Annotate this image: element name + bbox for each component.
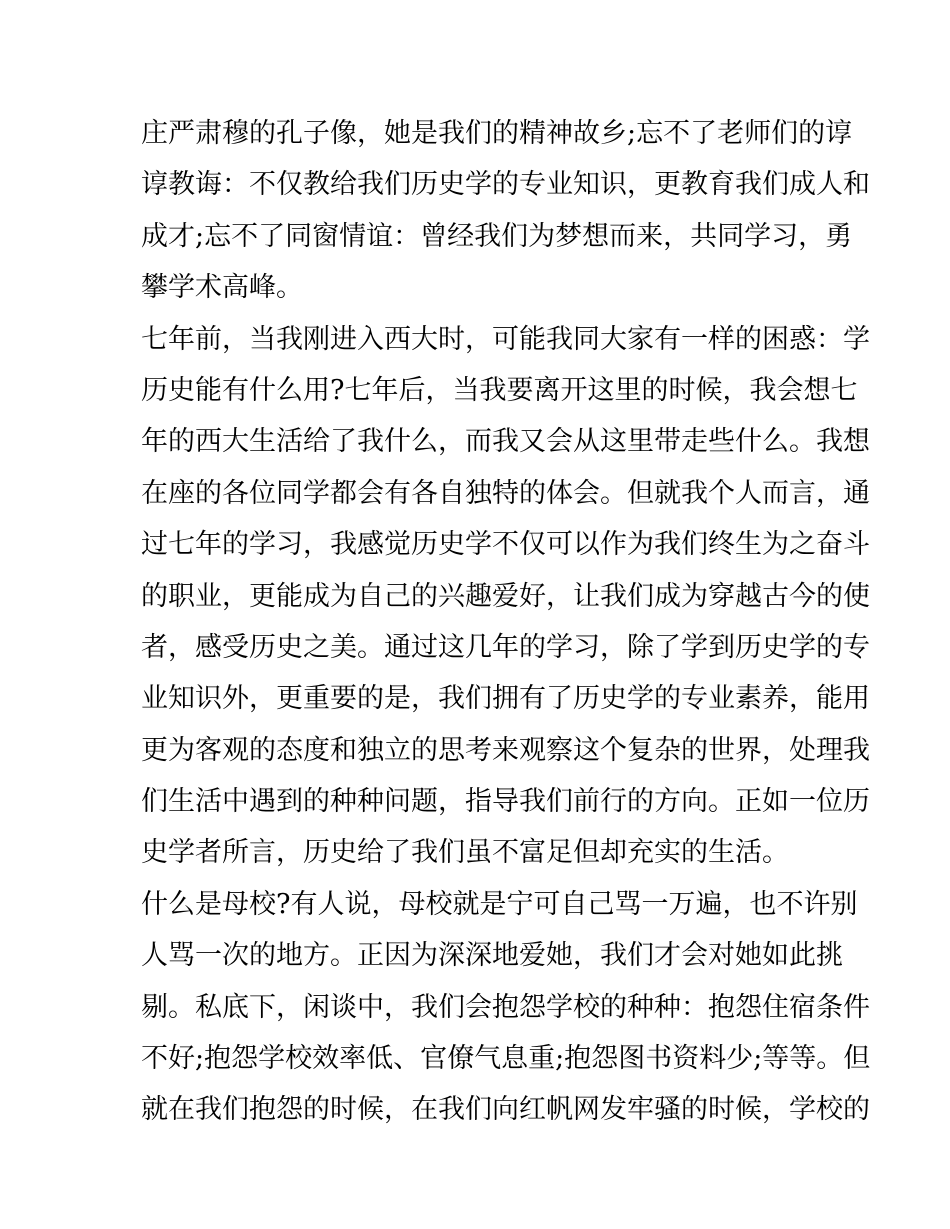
text-line: 们生活中遇到的种种问题，指导我们前行的方向。正如一位历 [141,786,870,818]
text-line: 业知识外，更重要的是，我们拥有了历史学的专业素养，能用 [141,683,870,715]
text-line: 的职业，更能成为自己的兴趣爱好，让我们成为穿越古今的使 [141,580,870,612]
text-line: 不好;抱怨学校效率低、官僚气息重;抱怨图书资料少;等等。但 [141,1043,871,1075]
text-line: 更为客观的态度和独立的思考来观察这个复杂的世界，处理我 [141,734,870,766]
text-line: 过七年的学习，我感觉历史学不仅可以作为我们终生为之奋斗 [141,529,870,561]
text-line: 历史能有什么用?七年后，当我要离开这里的时候，我会想七 [141,374,858,406]
text-line: 史学者所言，历史给了我们虽不富足但却充实的生活。 [141,837,789,869]
text-line: 剔。私底下，闲谈中，我们会抱怨学校的种种：抱怨住宿条件 [141,991,870,1023]
text-line: 七年前，当我刚进入西大时，可能我同大家有一样的困惑：学 [141,323,870,355]
text-line: 攀学术高峰。 [141,272,303,304]
body-text [141,108,871,1136]
text-line: 就在我们抱怨的时候，在我们向红帆网发牢骚的时候，学校的 [141,1094,870,1126]
text-line: 在座的各位同学都会有各自独特的体会。但就我个人而言，通 [141,477,870,509]
text-line: 庄严肃穆的孔子像，她是我们的精神故乡;忘不了老师们的谆 [141,118,853,149]
text-line: 年的西大生活给了我什么，而我又会从这里带走些什么。我想 [141,426,870,458]
text-line: 人骂一次的地方。正因为深深地爱她，我们才会对她如此挑 [141,940,843,972]
text-line: 什么是母校?有人说，母校就是宁可自己骂一万遍，也不许别 [141,888,858,920]
text-line: 者，感受历史之美。通过这几年的学习，除了学到历史学的专 [141,631,870,663]
text-line: 成才;忘不了同窗情谊：曾经我们为梦想而来，共同学习，勇 [141,220,853,252]
text-line: 谆教诲：不仅教给我们历史学的专业知识，更教育我们成人和 [141,169,870,201]
